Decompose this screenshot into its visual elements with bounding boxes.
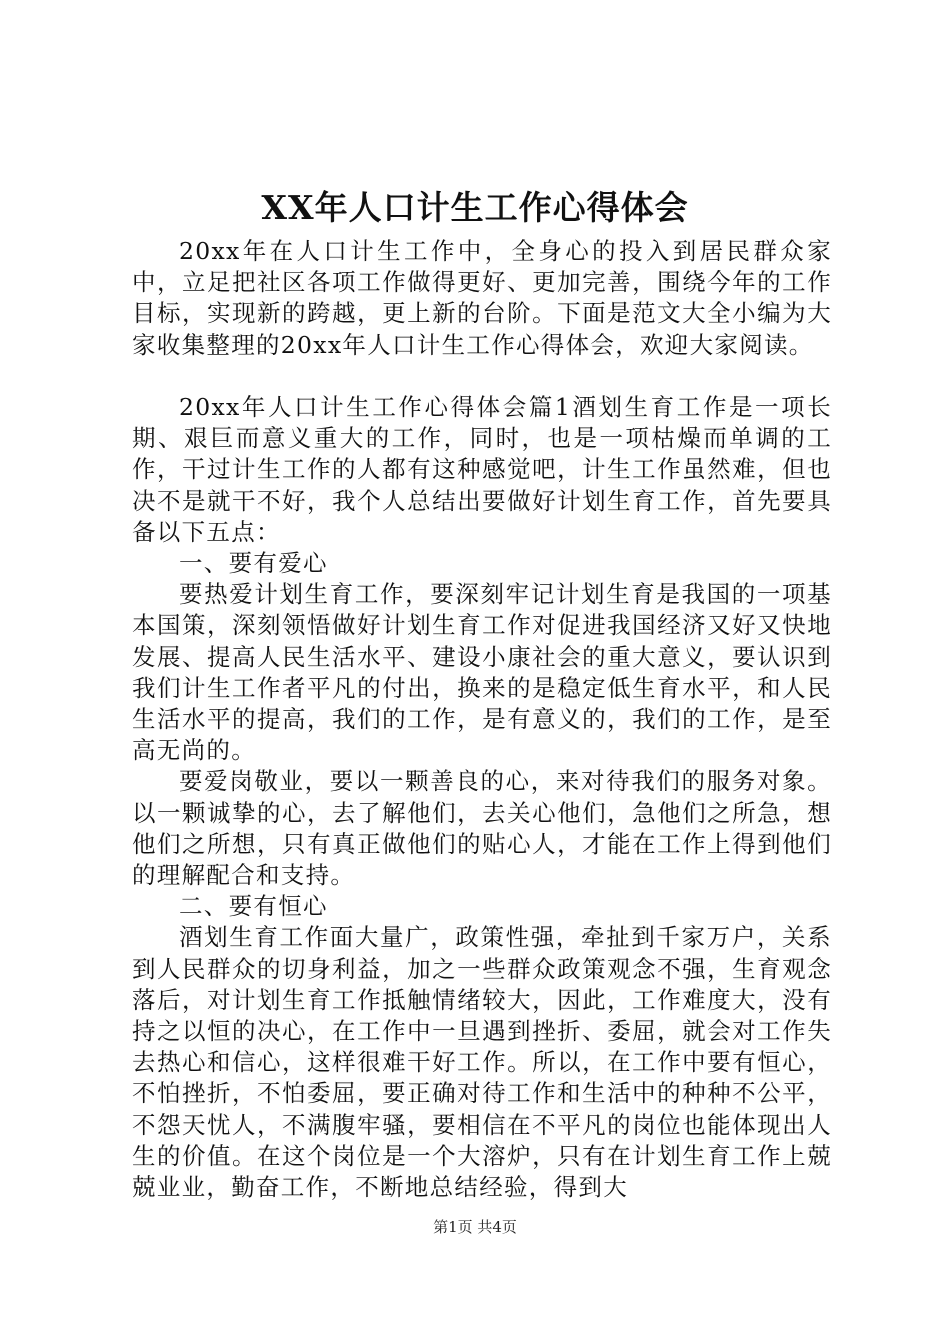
intro-paragraph: 20xx年在人口计生工作中，全身心的投入到居民群众家中，立足把社区各项工作做得更好、更加完善，围绕今年的工作目标，实现新的跨越，更上新的台阶。下面是范文大全小编为大家收集整理的20xx年人口计生工作心得体会，欢迎大家阅读。	[132, 237, 832, 359]
body-paragraph: 要热爱计划生育工作，要深刻牢记计划生育是我国的一项基本国策，深刻领悟做好计划生育工作对促进我国经济又好又快地发展、提高人民生活水平、建设小康社会的重大意义，要认识到我们计生工作者平凡的付出，换来的是稳定低生育水平，和人民生活水平的提高，我们的工作，是有意义的，我们的工作，是至高无尚的。	[132, 580, 832, 765]
body-paragraph: 酒划生育工作面大量广，政策性强，牵扯到千家万户，关系到人民群众的切身利益，加之一些群众政策观念不强，生育观念落后，对计划生育工作抵触情绪较大，因此，工作难度大，没有持之以恒的决心，在工作中一旦遇到挫折、委屈，就会对工作失去热心和信心，这样很难干好工作。所以，在工作中要有恒心，不怕挫折，不怕委屈，要正确对待工作和生活中的种种不公平，不怨天忧人，不满腹牢骚，要相信在不平凡的岗位也能体现出人生的价值。在这个岗位是一个大溶炉，只有在计划生育工作上兢兢业业，勤奋工作，不断地总结经验，得到大	[132, 923, 832, 1202]
section-heading: 一、要有爱心	[179, 549, 328, 578]
document-title: XX年人口计生工作心得体会	[261, 188, 689, 227]
body-paragraph: 20xx年人口计生工作心得体会篇1酒划生育工作是一项长期、艰巨而意义重大的工作，同时，也是一项枯燥而单调的工作，干过计生工作的人都有这种感觉吧，计生工作虽然难，但也决不是就干不好，我个人总结出要做好计划生育工作，首先要具备以下五点：	[132, 393, 832, 546]
body-paragraph: 要爱岗敬业，要以一颗善良的心，来对待我们的服务对象。以一颗诚挚的心，去了解他们，去关心他们，急他们之所急，想他们之所想，只有真正做他们的贴心人，才能在工作上得到他们的理解配合和支持。	[132, 767, 832, 890]
section-heading: 二、要有恒心	[179, 892, 328, 921]
page-footer: 第1页 共4页	[433, 1218, 517, 1236]
document-body	[132, 236, 832, 1203]
paragraph-spacer	[132, 361, 832, 392]
